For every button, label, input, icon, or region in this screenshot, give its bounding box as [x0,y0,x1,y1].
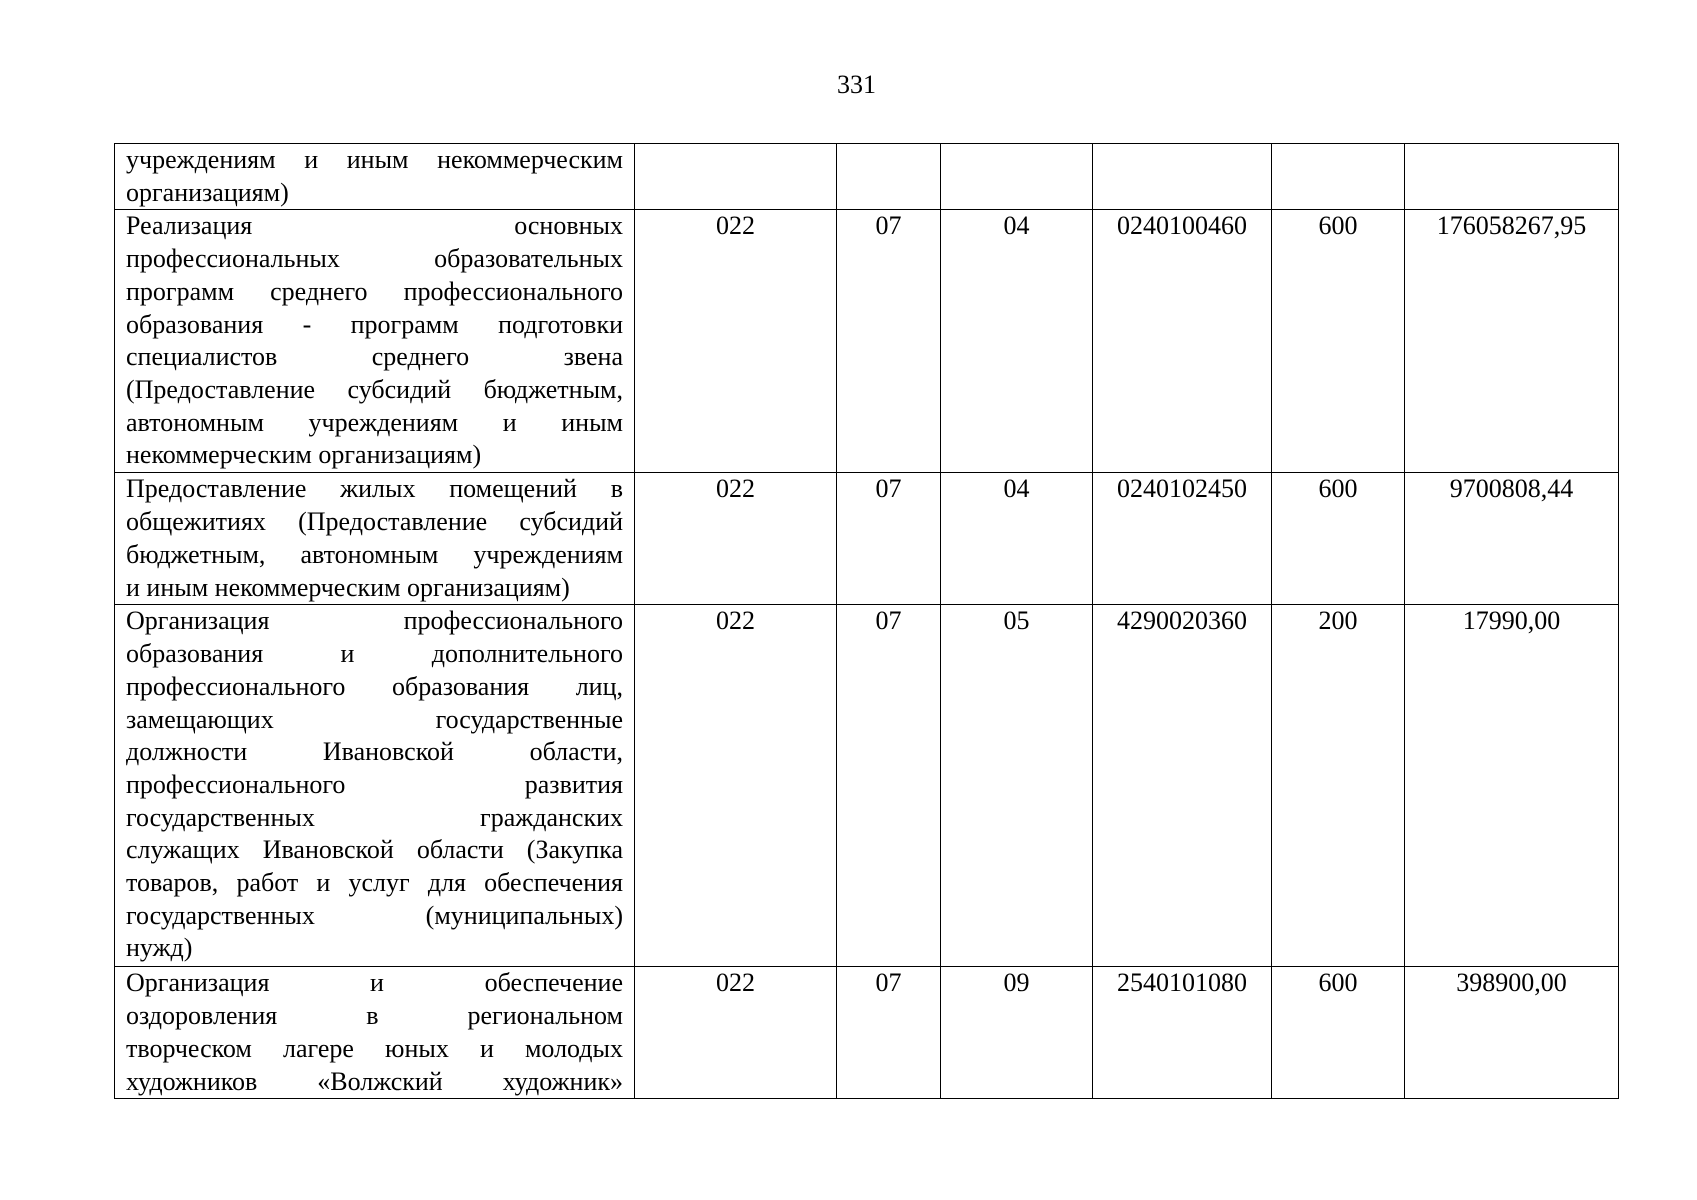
cell-csr: 0240102450 [1093,473,1272,605]
cell-pr: 09 [941,967,1093,1099]
cell-rz: 07 [837,473,941,605]
description-line: Организация и обеспечение [126,968,623,998]
cell-csr: 4290020360 [1093,605,1272,967]
page-number: 331 [837,70,876,99]
cell-gr: 022 [635,605,837,967]
description-line: образования - программ подготовки [126,309,623,339]
description-line: профессионального образования лиц, [126,671,623,701]
description-line: служащих Ивановской области (Закупка [126,835,623,865]
cell-vr: 600 [1272,210,1405,473]
cell-rz: 07 [837,210,941,473]
description-line: (Предоставление субсидий бюджетным, [126,374,623,404]
cell-vr: 600 [1272,967,1405,1099]
table-row [115,605,1619,967]
row-description [115,144,635,210]
description-line: государственных гражданских [126,802,623,832]
cell-vr: 200 [1272,605,1405,967]
description-line: оздоровления в региональном [126,1001,623,1031]
description-line: образования и дополнительного [126,639,623,669]
cell-pr [941,144,1093,210]
description-line: нужд) [126,933,193,963]
description-line: бюджетным, автономным учреждениям [126,539,623,569]
cell-gr: 022 [635,210,837,473]
cell-pr: 04 [941,473,1093,605]
cell-gr [635,144,837,210]
cell-rz [837,144,941,210]
description-line: общежитиях (Предоставление субсидий [126,507,623,537]
description-line: некоммерческим организациям) [126,440,482,470]
row-description [115,967,635,1099]
description-line: художников «Волжский художник» [126,1066,623,1096]
description-line: Организация профессионального [126,606,623,636]
table-row [115,967,1619,1099]
description-line: профессиональных образовательных [126,244,623,274]
cell-pr: 05 [941,605,1093,967]
table-row [115,144,1619,210]
cell-csr: 0240100460 [1093,210,1272,473]
description-line: автономным учреждениям и иным [126,407,623,437]
cell-amount: 9700808,44 [1405,473,1619,605]
cell-gr: 022 [635,473,837,605]
cell-amount: 17990,00 [1405,605,1619,967]
cell-vr: 600 [1272,473,1405,605]
cell-rz: 07 [837,605,941,967]
description-line: организациям) [126,177,289,207]
description-line: учреждениям и иным некоммерческим [126,145,623,174]
cell-amount: 398900,00 [1405,967,1619,1099]
description-line: и иным некоммерческим организациям) [126,572,570,602]
table-row [115,473,1619,605]
row-description [115,210,635,473]
budget-table [114,143,1619,1099]
cell-csr: 2540101080 [1093,967,1272,1099]
cell-vr [1272,144,1405,210]
description-line: замещающих государственные [126,704,623,734]
description-line: специалистов среднего звена [126,342,623,372]
cell-pr: 04 [941,210,1093,473]
description-line: должности Ивановской области, [126,737,623,767]
row-description [115,473,635,605]
cell-gr: 022 [635,967,837,1099]
description-line: товаров, работ и услуг для обеспечения [126,868,623,898]
description-line: Реализация основных [126,211,623,241]
description-line: творческом лагере юных и молодых [126,1033,623,1063]
description-line: Предоставление жилых помещений в [126,474,623,504]
description-line: программ среднего профессионального [126,276,623,306]
cell-amount [1405,144,1619,210]
cell-amount: 176058267,95 [1405,210,1619,473]
table-row [115,210,1619,473]
row-description [115,605,635,967]
cell-rz: 07 [837,967,941,1099]
cell-csr [1093,144,1272,210]
description-line: профессионального развития [126,769,623,799]
description-line: государственных (муниципальных) [126,900,623,930]
